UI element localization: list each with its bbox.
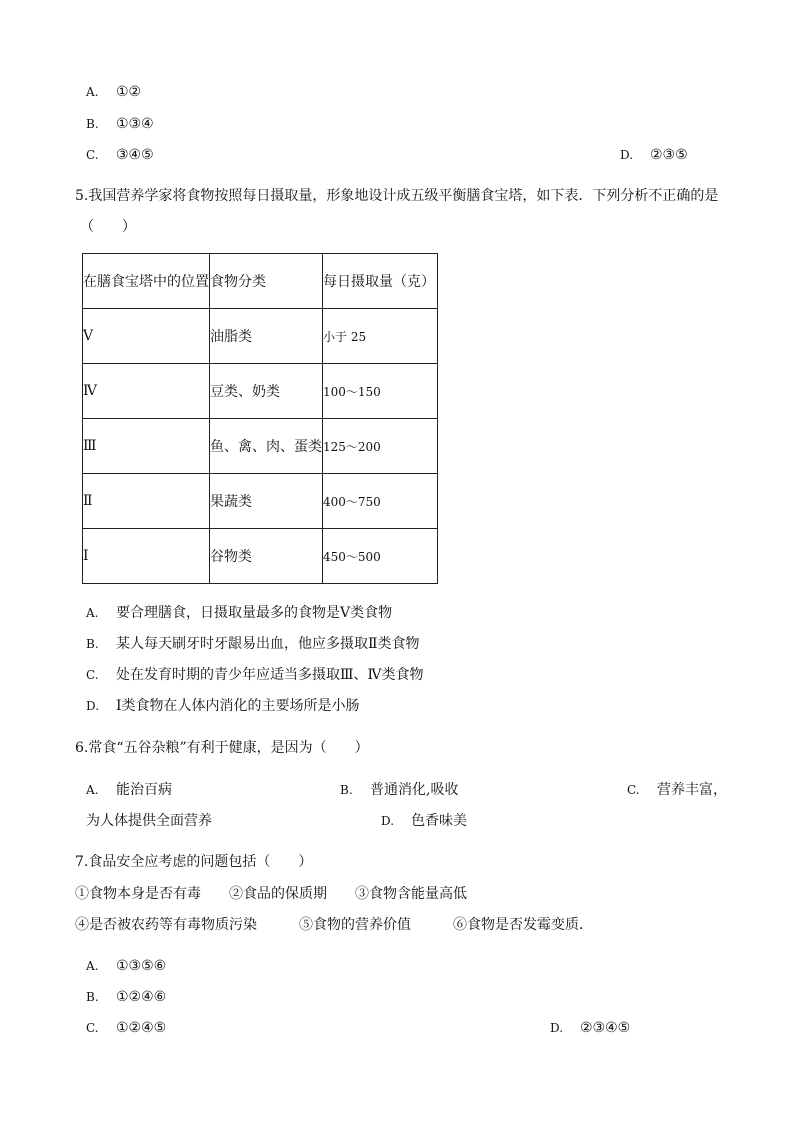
q5-stem-line1: 5.我国营养学家将食物按照每日摄取量，形象地设计成五级平衡膳食宝塔，如下表．下列分析不正确的是 xyxy=(75,188,719,204)
option-letter: D. xyxy=(86,699,100,713)
table-row xyxy=(83,309,438,364)
option-letter: B. xyxy=(86,637,99,651)
table-cell: 450～500 xyxy=(323,529,438,584)
option-text: 某人每天刷牙时牙龈易出血，他应多摄取Ⅱ类食物 xyxy=(116,636,420,652)
q7-items-line2: ④是否被农药等有毒物质污染 ⑤食物的营养价值 ⑥食物是否发霉变质． xyxy=(75,917,593,933)
table-cell: 谷物类 xyxy=(210,529,323,584)
option-text: 色香味美 xyxy=(411,813,467,829)
q5-option-d[interactable] xyxy=(86,697,360,715)
q4-option-b[interactable] xyxy=(86,115,154,133)
option-letter: A. xyxy=(86,606,99,620)
table-cell: Ⅰ xyxy=(83,529,210,584)
table-cell: 果蔬类 xyxy=(210,474,323,529)
table-row xyxy=(83,529,438,584)
table-row xyxy=(83,364,438,419)
table-cell: 125～200 xyxy=(323,419,438,474)
option-letter: A. xyxy=(86,85,99,99)
option-letter: C. xyxy=(627,783,640,797)
table-header-cell: 食物分类 xyxy=(210,254,323,309)
q5-option-b[interactable] xyxy=(86,635,420,653)
q6-option-d[interactable] xyxy=(381,812,467,830)
option-text: ②③⑤ xyxy=(650,147,688,163)
table-header-row xyxy=(83,254,438,309)
table-cell: 小于 25 xyxy=(323,309,438,364)
table-cell: Ⅱ xyxy=(83,474,210,529)
q6-option-c[interactable] xyxy=(627,781,727,799)
option-letter: B. xyxy=(340,783,353,797)
q7-option-c[interactable] xyxy=(86,1019,166,1037)
option-text: ②③④⑤ xyxy=(580,1020,631,1036)
table-cell: 鱼、禽、肉、蛋类 xyxy=(210,419,323,474)
option-text: ③④⑤ xyxy=(116,147,154,163)
q4-option-a[interactable] xyxy=(86,83,141,101)
q4-option-d[interactable] xyxy=(620,146,688,164)
option-text: ①②④⑤ xyxy=(116,1020,167,1036)
option-text: 要合理膳食，日摄取量最多的食物是Ⅴ类食物 xyxy=(116,605,393,621)
table-cell: Ⅳ xyxy=(83,364,210,419)
option-letter: B. xyxy=(86,990,99,1004)
option-letter: B. xyxy=(86,117,99,131)
table-cell: 豆类、奶类 xyxy=(210,364,323,419)
table-row xyxy=(83,474,438,529)
option-letter: A. xyxy=(86,959,99,973)
table-cell: 400～750 xyxy=(323,474,438,529)
table-cell: 油脂类 xyxy=(210,309,323,364)
option-text: ①③⑤⑥ xyxy=(116,958,167,974)
option-text: 普通消化,吸收 xyxy=(370,782,459,798)
q7-option-d[interactable] xyxy=(550,1019,630,1037)
q5-option-c[interactable] xyxy=(86,666,424,684)
diet-pyramid-table xyxy=(82,253,438,584)
option-text: 处在发育时期的青少年应适当多摄取Ⅲ、Ⅳ类食物 xyxy=(116,667,424,683)
q6-option-a[interactable] xyxy=(86,781,172,799)
option-text: Ⅰ类食物在人体内消化的主要场所是小肠 xyxy=(116,698,360,714)
option-letter: D. xyxy=(550,1021,564,1035)
q6-stem: 6.常食“五谷杂粮”有利于健康，是因为（ ） xyxy=(75,740,369,756)
q7-option-a[interactable] xyxy=(86,957,166,975)
q6-option-b[interactable] xyxy=(340,781,458,799)
option-letter: C. xyxy=(86,148,99,162)
option-letter: D. xyxy=(620,148,634,162)
q5-option-a[interactable] xyxy=(86,604,392,622)
option-text: 营养丰富， xyxy=(657,782,727,798)
q7-items-line1: ①食物本身是否有毒 ②食品的保质期 ③食物含能量高低 xyxy=(75,886,467,902)
option-text: 能治百病 xyxy=(116,782,172,798)
q7-stem: 7.食品安全应考虑的问题包括（ ） xyxy=(75,854,313,870)
q5-stem-line2: （ ） xyxy=(80,219,136,235)
table-row xyxy=(83,419,438,474)
option-letter: C. xyxy=(86,1021,99,1035)
table-cell: Ⅴ xyxy=(83,309,210,364)
option-text: ①② xyxy=(116,84,142,100)
q4-option-c[interactable] xyxy=(86,146,154,164)
option-text: ①②④⑥ xyxy=(116,989,167,1005)
option-letter: C. xyxy=(86,668,99,682)
q6-option-c-continued: 为人体提供全面营养 xyxy=(86,813,212,829)
option-text: ①③④ xyxy=(116,116,154,132)
table-cell: Ⅲ xyxy=(83,419,210,474)
option-letter: A. xyxy=(86,783,99,797)
q7-option-b[interactable] xyxy=(86,988,166,1006)
table-header-cell: 每日摄取量（克） xyxy=(323,254,438,309)
table-header-cell: 在膳食宝塔中的位置 xyxy=(83,254,210,309)
option-letter: D. xyxy=(381,814,395,828)
table-cell: 100～150 xyxy=(323,364,438,419)
